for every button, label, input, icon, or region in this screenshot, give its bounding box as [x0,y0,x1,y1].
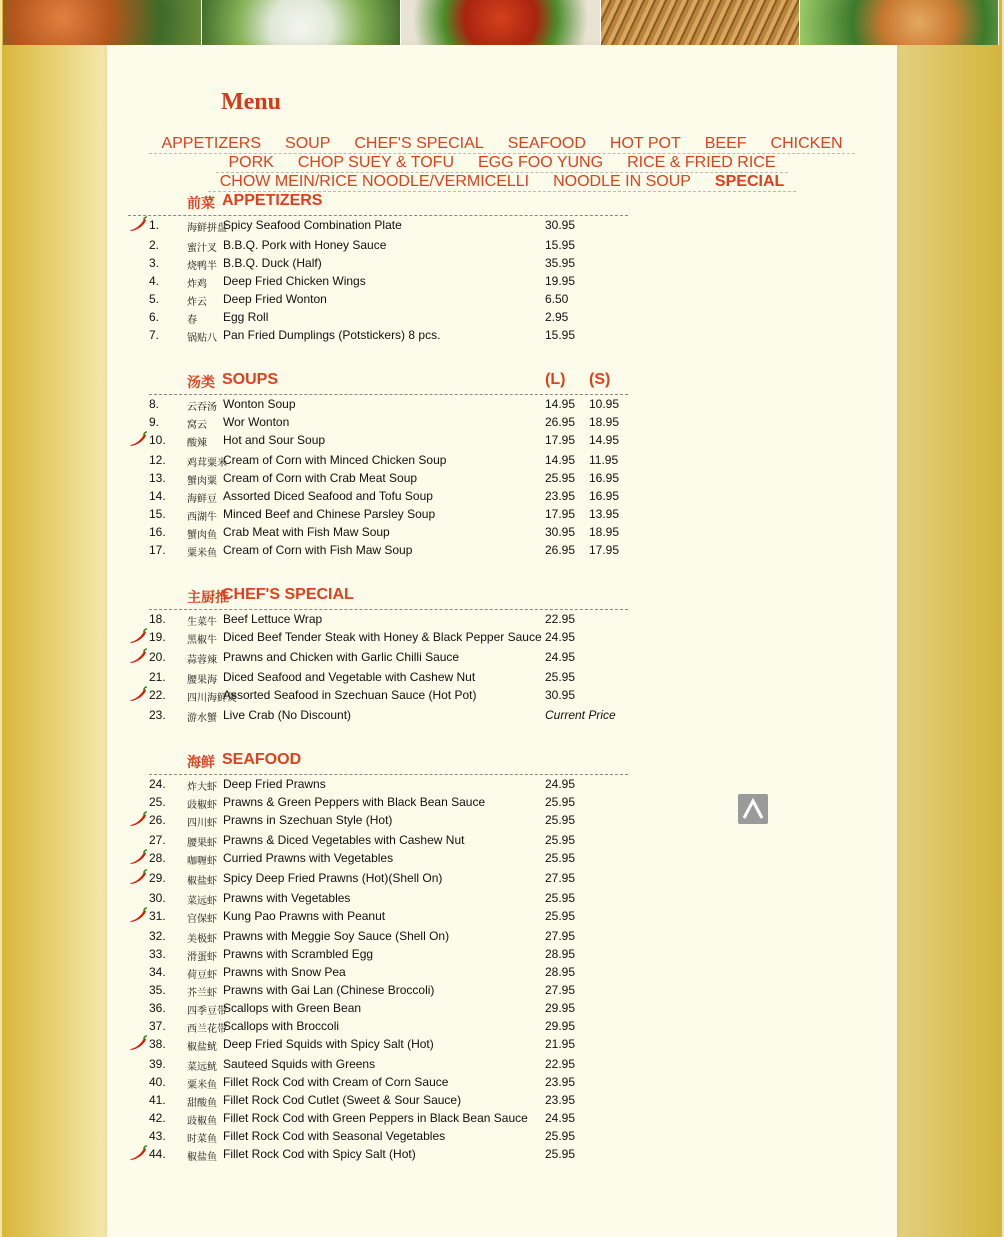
nav-link-chow-mein-rice-noodle-vermicelli[interactable]: CHOW MEIN/RICE NOODLE/VERMICELLI [219,173,530,190]
item-number: 44. [149,1147,166,1161]
menu-item [128,290,628,308]
nav-link-appetizers[interactable]: APPETIZERS [161,135,262,152]
section-title: SOUPS [222,371,279,388]
item-number: 2. [149,238,160,252]
menu-item [128,1055,628,1073]
section-title: APPETIZERS [222,192,323,209]
item-cn-name: 蒜蓉辣 [187,655,217,666]
item-cn-name: 炸云 [187,297,207,308]
menu-item [128,236,628,254]
item-price-small: 14.95 [589,433,620,447]
nav-link-chop-suey-tofu[interactable]: CHOP SUEY & TOFU [297,154,454,171]
item-cn-name: 四川海鲜煲 [187,693,237,704]
category-nav [107,135,897,192]
item-cn-name: 酸辣 [187,438,207,449]
menu-item [128,1035,628,1055]
back-to-top-button[interactable] [738,794,768,824]
nav-row-underline [149,135,854,154]
item-number: 18. [149,612,166,626]
item-price-large: 15.95 [545,238,576,252]
item-price-small: 16.95 [589,471,620,485]
item-cn-name: 时菜鱼 [187,1134,217,1145]
item-number: 37. [149,1019,166,1033]
item-price-large: 25.95 [545,833,576,847]
item-number: 22. [149,688,166,702]
item-price-large: 25.95 [545,851,576,865]
chili-pepper-icon [128,648,148,664]
item-cn-name: 蜜汁叉 [187,243,217,254]
item-cn-name: 粟米鱼 [187,1080,217,1091]
item-price-large: 23.95 [545,1075,576,1089]
item-name: Minced Beef and Chinese Parsley Soup [223,507,436,521]
size-label: (L) [545,371,566,388]
menu-list [128,187,628,1165]
item-name: Prawns with Snow Pea [223,965,346,979]
item-price-large: 24.95 [545,777,576,791]
item-cn-name: 西兰花带 [187,1024,227,1035]
item-name: Prawns & Green Peppers with Black Bean Sauce [223,795,486,809]
nav-link-chicken[interactable]: CHICKEN [770,135,843,152]
size-label: (S) [589,371,611,388]
item-cn-name: 甜酸鱼 [187,1098,217,1109]
item-name: Sauteed Squids with Greens [223,1057,376,1071]
item-price-large: 26.95 [545,543,576,557]
item-cn-name: 椒盐鱿 [187,1042,217,1053]
menu-item [128,541,628,559]
item-cn-name: 四川虾 [187,818,217,829]
chili-pepper-icon [128,686,148,702]
food-banner [3,0,999,45]
menu-item [128,907,628,927]
item-cn-name: 游水蟹 [187,713,217,724]
item-number: 4. [149,274,160,288]
nav-link-chef-s-special[interactable]: CHEF'S SPECIAL [354,135,484,152]
section-header [149,581,628,610]
item-name: Kung Pao Prawns with Peanut [223,909,386,923]
item-price-large: 29.95 [545,1019,576,1033]
item-number: 24. [149,777,166,791]
item-price-small: 16.95 [589,489,620,503]
item-name: Spicy Seafood Combination Plate [223,218,402,232]
item-cn-name: 椒盐虾 [187,876,217,887]
item-cn-name: 炸鸡 [187,279,207,290]
item-price-large: 24.95 [545,650,576,664]
item-number: 9. [149,415,160,429]
item-price-large: 30.95 [545,218,576,232]
menu-item [128,869,628,889]
menu-item [128,963,628,981]
item-number: 34. [149,965,166,979]
section-cn-title: 主厨推 [187,589,229,605]
section-cn-title: 汤类 [187,374,215,390]
item-price-large: 14.95 [545,397,576,411]
menu-item [128,1109,628,1127]
item-price-large: 25.95 [545,1129,576,1143]
menu-item [128,668,628,686]
item-cn-name: 豉椒鱼 [187,1116,217,1127]
item-name: Prawns with Scrambled Egg [223,947,374,961]
section-cn-title: 海鲜 [187,754,215,770]
nav-row [107,135,897,154]
item-number: 32. [149,929,166,943]
item-number: 7. [149,328,160,342]
menu-item [128,927,628,945]
item-number: 13. [149,471,166,485]
item-cn-name: 荷豆虾 [187,970,217,981]
item-number: 8. [149,397,160,411]
nav-link-beef[interactable]: BEEF [704,135,747,152]
menu-item [128,469,628,487]
item-number: 40. [149,1075,166,1089]
banner-photo-noodles [601,0,800,45]
item-number: 28. [149,851,166,865]
item-price-large: 6.50 [545,292,569,306]
chili-pepper-icon [128,628,148,644]
item-number: 43. [149,1129,166,1143]
nav-link-soup[interactable]: SOUP [285,135,331,152]
nav-link-special[interactable]: SPECIAL [714,173,785,190]
item-number: 6. [149,310,160,324]
item-cn-name: 椒盐鱼 [187,1152,217,1163]
item-price-large: 26.95 [545,415,576,429]
menu-item [128,451,628,469]
item-number: 21. [149,670,166,684]
item-number: 20. [149,650,166,664]
item-cn-name: 鸡茸粟米 [187,458,227,469]
chevron-up-icon [741,797,765,821]
item-number: 29. [149,871,166,885]
nav-link-pork[interactable]: PORK [228,154,274,171]
item-name: Scallops with Green Bean [223,1001,362,1015]
item-price-large: 25.95 [545,670,576,684]
item-name: Live Crab (No Discount) [223,708,352,722]
item-name: Fillet Rock Cod with Green Peppers in Black Bean Sauce [223,1111,528,1125]
item-number: 5. [149,292,160,306]
item-price-large: 17.95 [545,433,576,447]
item-number: 23. [149,708,166,722]
item-number: 3. [149,256,160,270]
item-price-large: 2.95 [545,310,569,324]
item-name: Cream of Corn with Fish Maw Soup [223,543,413,557]
item-number: 41. [149,1093,166,1107]
item-cn-name: 宫保虾 [187,914,217,925]
menu-item [128,1091,628,1109]
item-name: Spicy Deep Fried Prawns (Hot)(Shell On) [223,871,443,885]
menu-item [128,216,628,236]
chili-pepper-icon [128,811,148,827]
item-number: 15. [149,507,166,521]
section-header [149,746,628,775]
item-price-large: 17.95 [545,507,576,521]
item-name: Deep Fried Wonton [223,292,327,306]
section-spacer [128,344,628,366]
nav-link-rice-fried-rice[interactable]: RICE & FRIED RICE [627,154,776,171]
item-name: Fillet Rock Cod with Cream of Corn Sauce [223,1075,449,1089]
menu-item [128,523,628,541]
item-name: Diced Beef Tender Steak with Honey & Black Pepper Sauce [223,630,542,644]
item-price-large: 14.95 [545,453,576,467]
item-price-large: 23.95 [545,1093,576,1107]
item-number: 14. [149,489,166,503]
item-price-large: 25.95 [545,891,576,905]
item-price-small: 13.95 [589,507,620,521]
item-cn-name: 烧鸭半 [187,261,217,272]
item-cn-name: 窝云 [187,420,207,431]
item-price-large: 29.95 [545,1001,576,1015]
item-number: 19. [149,630,166,644]
item-name: Crab Meat with Fish Maw Soup [223,525,390,539]
item-name: Pan Fried Dumplings (Potstickers) 8 pcs. [223,328,441,342]
menu-item [128,1017,628,1035]
menu-item [128,505,628,523]
item-cn-name: 锅贴八 [187,333,217,344]
menu-item [128,487,628,505]
menu-item [128,431,628,451]
item-number: 33. [149,947,166,961]
item-cn-name: 云吞汤 [187,402,217,413]
menu-item [128,628,628,648]
item-name: Curried Prawns with Vegetables [223,851,394,865]
item-price-large: 30.95 [545,525,576,539]
chili-pepper-icon [128,849,148,865]
item-name: Prawns with Meggie Soy Sauce (Shell On) [223,929,450,943]
item-cn-name: 美极虾 [187,934,217,945]
item-number: 38. [149,1037,166,1051]
item-name: Prawns and Chicken with Garlic Chilli Sauce [223,650,460,664]
item-cn-name: 滑蛋虾 [187,952,217,963]
section-title: CHEF'S SPECIAL [222,586,354,603]
item-name: Wor Wonton [223,415,290,429]
item-number: 31. [149,909,166,923]
nav-link-seafood[interactable]: SEAFOOD [507,135,586,152]
item-name: Diced Seafood and Vegetable with Cashew Nut [223,670,476,684]
item-price-large: 24.95 [545,1111,576,1125]
item-number: 39. [149,1057,166,1071]
item-price-large: 28.95 [545,965,576,979]
item-number: 35. [149,983,166,997]
item-cn-name: 生菜牛 [187,617,217,628]
item-name: Cream of Corn with Crab Meat Soup [223,471,418,485]
item-price-large: Current Price [545,708,616,722]
item-name: Assorted Diced Seafood and Tofu Soup [223,489,433,503]
item-price-large: 25.95 [545,471,576,485]
item-price-large: 23.95 [545,489,576,503]
page-title: Menu [221,89,281,115]
nav-row-underline [216,154,787,173]
item-price-large: 27.95 [545,871,576,885]
menu-item [128,889,628,907]
menu-item [128,413,628,431]
item-price-large: 19.95 [545,274,576,288]
item-number: 30. [149,891,166,905]
nav-link-noodle-in-soup[interactable]: NOODLE IN SOUP [553,173,691,190]
item-name: Prawns with Vegetables [223,891,351,905]
item-name: Wonton Soup [223,397,296,411]
item-name: Fillet Rock Cod with Spicy Salt (Hot) [223,1147,416,1161]
item-number: 1. [149,218,160,232]
item-price-small: 11.95 [589,453,619,467]
menu-item [128,1145,628,1165]
banner-photo-rolls [800,0,999,45]
item-cn-name: 海鲜拼盘 [187,223,227,234]
item-price-large: 27.95 [545,983,576,997]
item-name: Prawns in Szechuan Style (Hot) [223,813,393,827]
menu-item [128,648,628,668]
item-number: 10. [149,433,166,447]
menu-item [128,793,628,811]
item-cn-name: 芥兰虾 [187,988,217,999]
item-number: 26. [149,813,166,827]
menu-item [128,849,628,869]
item-price-small: 18.95 [589,525,620,539]
item-number: 27. [149,833,166,847]
item-price-large: 15.95 [545,328,576,342]
item-price-large: 22.95 [545,612,576,626]
item-name: Egg Roll [223,310,269,324]
item-price-large: 25.95 [545,813,576,827]
item-number: 16. [149,525,166,539]
item-cn-name: 菜远虾 [187,896,217,907]
menu-item [128,999,628,1017]
item-price-small: 10.95 [589,397,620,411]
item-cn-name: 豉椒虾 [187,800,217,811]
chili-pepper-icon [128,869,148,885]
item-name: Prawns & Diced Vegetables with Cashew Nut [223,833,465,847]
menu-item [128,706,628,724]
item-cn-name: 腰果海 [187,675,217,686]
item-price-small: 18.95 [589,415,620,429]
item-name: Assorted Seafood in Szechuan Sauce (Hot Pot) [223,688,477,702]
section-cn-title: 前菜 [187,195,215,211]
item-price-large: 27.95 [545,929,576,943]
section-header [149,366,628,395]
item-cn-name: 蟹肉粟 [187,476,217,487]
menu-item [128,272,628,290]
chili-pepper-icon [128,1145,148,1161]
item-number: 25. [149,795,166,809]
menu-item [128,811,628,831]
item-name: Hot and Sour Soup [223,433,326,447]
menu-item [128,775,628,793]
item-name: Cream of Corn with Minced Chicken Soup [223,453,447,467]
item-price-large: 25.95 [545,795,576,809]
banner-photo-seafood [3,0,202,45]
menu-item [128,254,628,272]
item-cn-name: 蟹肉鱼 [187,530,217,541]
chili-pepper-icon [128,216,148,232]
banner-photo-chicken [401,0,600,45]
item-cn-name: 四季豆带 [187,1006,227,1017]
item-price-large: 22.95 [545,1057,576,1071]
item-cn-name: 炸大虾 [187,782,217,793]
section-spacer [128,724,628,746]
banner-photo-lettuce [202,0,401,45]
item-price-large: 25.95 [545,1147,576,1161]
nav-link-hot-pot[interactable]: HOT POT [609,135,681,152]
item-name: Deep Fried Prawns [223,777,326,791]
nav-row [107,154,897,173]
item-name: Prawns with Gai Lan (Chinese Broccoli) [223,983,435,997]
item-cn-name: 菜远鱿 [187,1062,217,1073]
item-number: 17. [149,543,166,557]
nav-link-egg-foo-yung[interactable]: EGG FOO YUNG [478,154,604,171]
item-price-large: 21.95 [545,1037,576,1051]
item-cn-name: 粟米鱼 [187,548,217,559]
item-number: 12. [149,453,166,467]
chili-pepper-icon [128,431,148,447]
item-price-large: 30.95 [545,688,576,702]
chili-pepper-icon [128,907,148,923]
item-name: B.B.Q. Pork with Honey Sauce [223,238,387,252]
item-name: Scallops with Broccoli [223,1019,340,1033]
menu-item [128,1127,628,1145]
item-name: Beef Lettuce Wrap [223,612,323,626]
item-name: Fillet Rock Cod with Seasonal Vegetables [223,1129,446,1143]
item-price-large: 24.95 [545,630,576,644]
item-name: B.B.Q. Duck (Half) [223,256,322,270]
chili-pepper-icon [128,1035,148,1051]
item-cn-name: 腰果虾 [187,838,217,849]
item-cn-name: 春 [187,315,197,326]
item-name: Deep Fried Squids with Spicy Salt (Hot) [223,1037,434,1051]
item-price-large: 28.95 [545,947,576,961]
item-cn-name: 黑椒牛 [187,635,217,646]
item-name: Fillet Rock Cod Cutlet (Sweet & Sour Sauce) [223,1093,462,1107]
menu-item [128,395,628,413]
item-name: Deep Fried Chicken Wings [223,274,366,288]
section-spacer [128,559,628,581]
menu-item [128,308,628,326]
menu-item [128,610,628,628]
menu-item [128,981,628,999]
item-price-large: 35.95 [545,256,576,270]
item-cn-name: 咖喱虾 [187,856,217,867]
section-title: SEAFOOD [222,751,302,768]
menu-item [128,686,628,706]
menu-item [128,945,628,963]
item-price-small: 17.95 [589,543,620,557]
menu-item [128,326,628,344]
item-cn-name: 西湖牛 [187,512,217,523]
menu-item [128,831,628,849]
item-cn-name: 海鲜豆 [187,494,217,505]
item-number: 36. [149,1001,166,1015]
section-header [128,187,628,216]
menu-item [128,1073,628,1091]
item-number: 42. [149,1111,166,1125]
item-price-large: 25.95 [545,909,576,923]
